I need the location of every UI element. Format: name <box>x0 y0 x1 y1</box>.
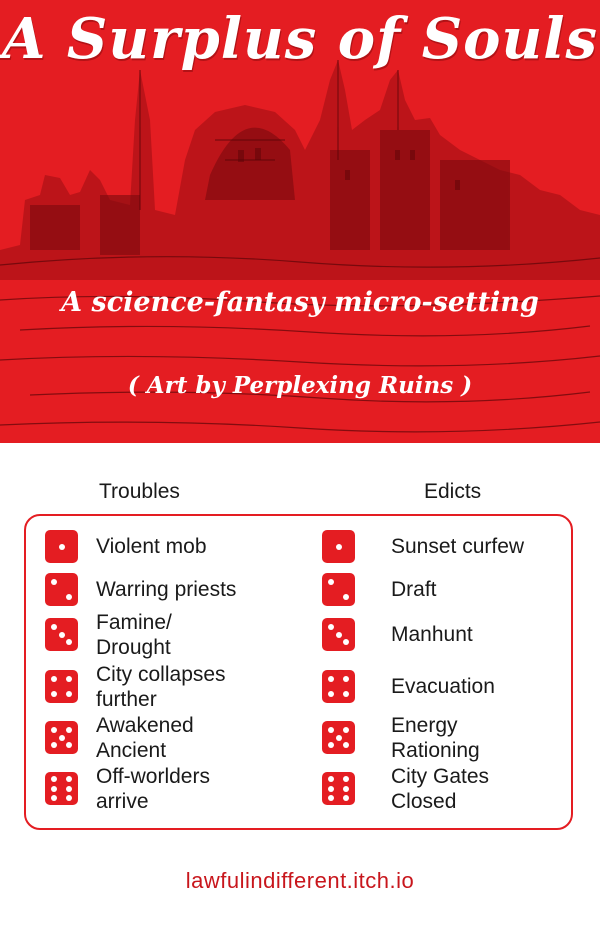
die-pip <box>51 624 57 630</box>
die-pip <box>59 632 65 638</box>
die-pip <box>66 594 72 600</box>
die-pip <box>328 676 334 682</box>
die-6-icon <box>322 772 355 805</box>
website-link[interactable]: lawfulindifferent.itch.io <box>185 868 415 893</box>
die-pip <box>343 639 349 645</box>
edict-label: Evacuation <box>391 675 495 698</box>
die-1-icon <box>45 530 78 563</box>
die-pip <box>59 544 65 550</box>
edict-label: City Gates Closed <box>391 765 490 813</box>
die-pip <box>343 727 349 733</box>
die-pip <box>51 727 57 733</box>
cover-subtitle: A science-fantasy micro-setting <box>61 287 539 318</box>
trouble-label: Awakened Ancient <box>96 714 194 762</box>
die-pip <box>66 676 72 682</box>
die-pip <box>328 742 334 748</box>
art-credit: ( Art by Perplexing Ruins ) <box>127 372 473 399</box>
die-4-icon <box>45 670 78 703</box>
die-pip <box>66 795 72 801</box>
trouble-label: Violent mob <box>96 535 207 558</box>
edict-label: Draft <box>391 578 437 601</box>
edict-label: Sunset curfew <box>391 535 525 558</box>
die-pip <box>328 624 334 630</box>
die-pip <box>51 579 57 585</box>
die-5-icon <box>45 721 78 754</box>
edict-label: Energy Rationing <box>391 714 480 762</box>
die-pip <box>51 676 57 682</box>
die-pip <box>51 776 57 782</box>
die-5-icon <box>322 721 355 754</box>
edicts-heading: Edicts <box>424 480 482 503</box>
die-pip <box>51 786 57 792</box>
die-pip <box>66 691 72 697</box>
die-6-icon <box>45 772 78 805</box>
die-pip <box>51 795 57 801</box>
die-pip <box>343 676 349 682</box>
die-pip <box>66 776 72 782</box>
die-pip <box>328 579 334 585</box>
die-pip <box>66 786 72 792</box>
die-pip <box>336 544 342 550</box>
die-pip <box>328 691 334 697</box>
die-pip <box>343 786 349 792</box>
die-pip <box>66 742 72 748</box>
trouble-label: Warring priests <box>96 578 237 601</box>
trouble-label: City collapses further <box>96 663 226 711</box>
die-pip <box>51 691 57 697</box>
die-2-icon <box>322 573 355 606</box>
cover-art <box>0 0 600 443</box>
die-pip <box>66 727 72 733</box>
trouble-label: Famine/ Drought <box>96 611 172 659</box>
die-pip <box>343 742 349 748</box>
die-pip <box>328 795 334 801</box>
die-pip <box>328 786 334 792</box>
trouble-label: Off-worlders arrive <box>96 765 210 813</box>
cover-title: A Surplus of Souls <box>1 6 599 72</box>
die-pip <box>328 727 334 733</box>
die-pip <box>328 776 334 782</box>
die-pip <box>59 735 65 741</box>
troubles-heading: Troubles <box>99 480 180 503</box>
die-pip <box>343 795 349 801</box>
die-2-icon <box>45 573 78 606</box>
die-pip <box>51 742 57 748</box>
die-pip <box>343 776 349 782</box>
die-pip <box>343 594 349 600</box>
die-3-icon <box>45 618 78 651</box>
die-pip <box>336 735 342 741</box>
die-pip <box>336 632 342 638</box>
edict-label: Manhunt <box>391 623 473 646</box>
die-pip <box>66 639 72 645</box>
die-1-icon <box>322 530 355 563</box>
die-3-icon <box>322 618 355 651</box>
die-4-icon <box>322 670 355 703</box>
die-pip <box>343 691 349 697</box>
